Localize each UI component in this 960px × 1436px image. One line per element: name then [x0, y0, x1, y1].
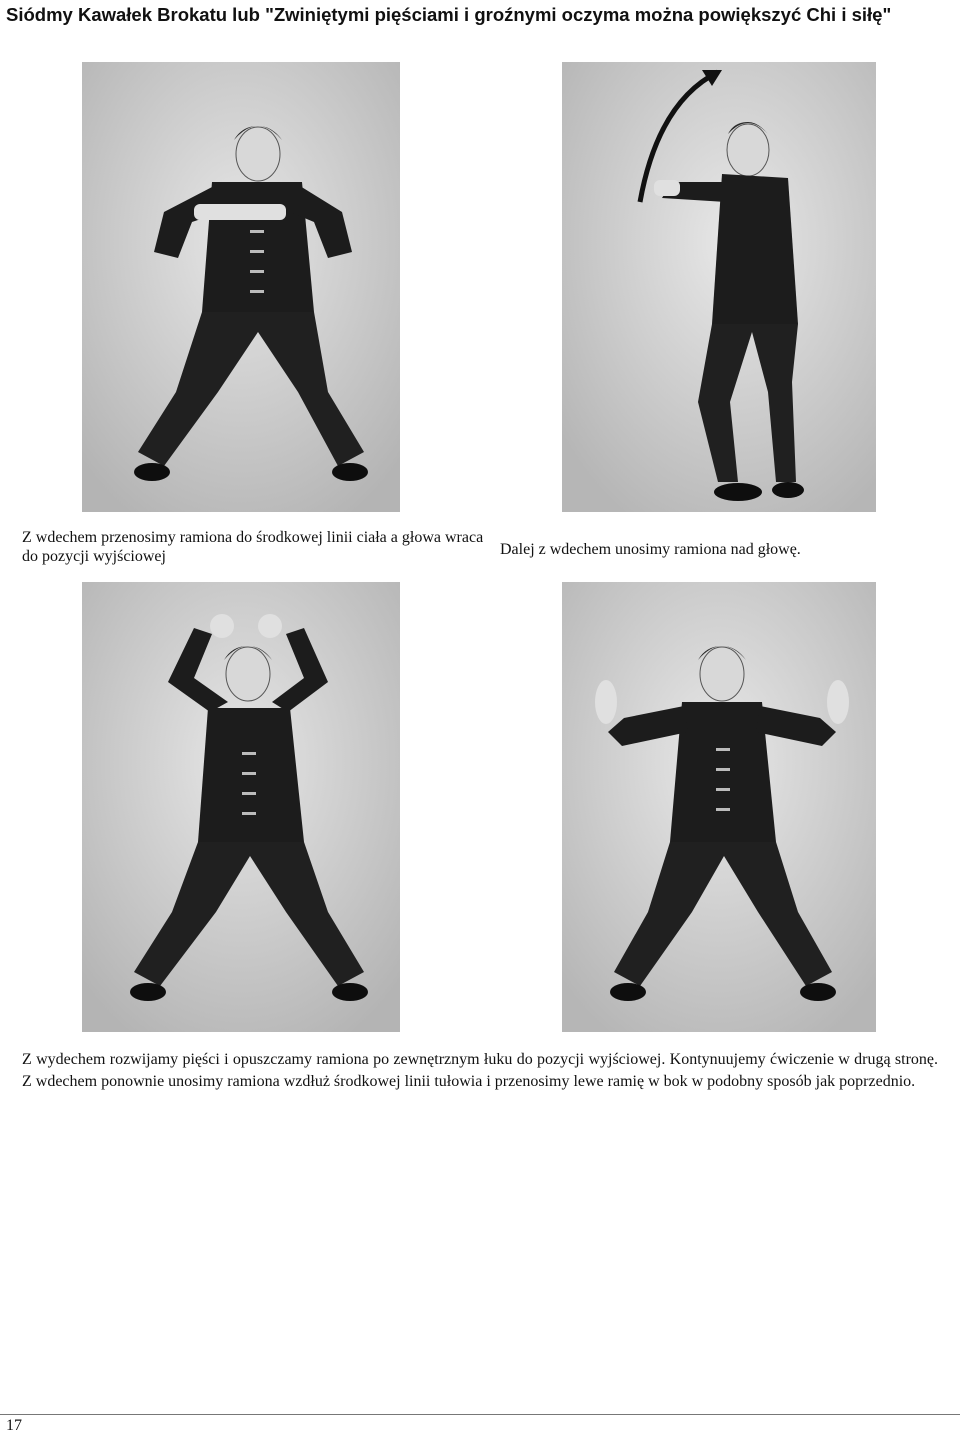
photo-3-figure	[82, 582, 400, 1032]
photo-2-figure	[562, 62, 876, 512]
page-title: Siódmy Kawałek Brokatu lub "Zwiniętymi pięściami i groźnymi oczyma można powiększyć Chi i siłę"	[6, 4, 892, 25]
exercise-photo-1	[82, 62, 400, 512]
exercise-photo-2	[562, 62, 876, 512]
photo-caption-1: Z wdechem przenosimy ramiona do środkowej linii ciała a głowa wraca do pozycji wyjściowej	[22, 529, 484, 565]
photo-4-figure	[562, 582, 876, 1032]
exercise-photo-3	[82, 582, 400, 1032]
body-paragraph: Z wydechem rozwijamy pięści i opuszczamy ramiona po zewnętrznym łuku do pozycji wyjściowej. Kontynuujemy ćwiczenie w drugą stronę. Z wdechem ponownie unosimy ramiona wzdłuż środkowej linii tułowia i przenosimy lewe ramię w bok w podobny sposób jak poprzednio.	[22, 1051, 938, 1090]
exercise-photo-4	[562, 582, 876, 1032]
photo-1-figure	[82, 62, 400, 512]
page-number: 17	[6, 1417, 22, 1434]
footer-divider	[0, 1414, 960, 1415]
photo-caption-2: Dalej z wdechem unosimy ramiona nad głowę.	[500, 541, 801, 558]
